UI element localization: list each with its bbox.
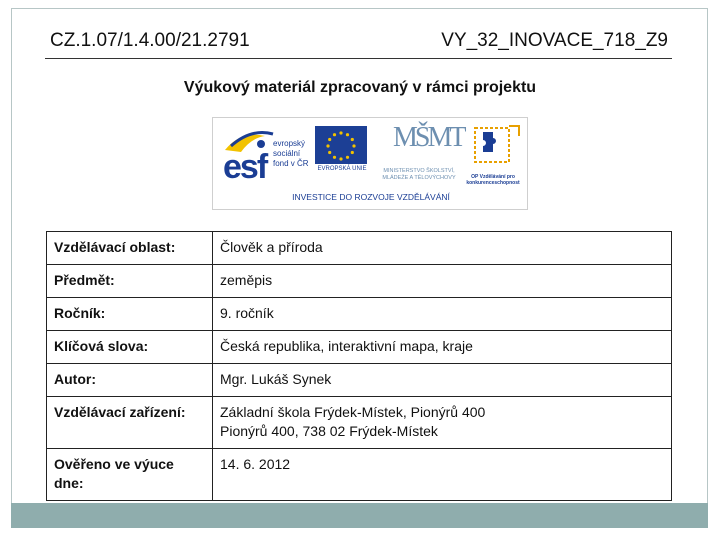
header-divider [45,58,672,59]
esf-caption: evropský sociální fond v ČR [273,139,309,168]
eu-logo [315,126,367,184]
row-label: Ročník: [47,298,213,331]
project-info-table [46,231,672,501]
msmt-letters: MŠMT [393,122,464,153]
op-puzzle-icon [461,122,525,172]
row-label: Vzdělávací oblast: [47,232,213,265]
logo-banner [212,117,528,210]
row-label: Vzdělávací zařízení: [47,397,213,449]
table-row [47,331,672,364]
row-value: Česká republika, interaktivní mapa, kraje [213,331,672,364]
op-logo [461,122,525,188]
table-row [47,265,672,298]
table-row [47,364,672,397]
row-label: Autor: [47,364,213,397]
row-value-line: Pionýrů 400, 738 02 Frýdek-Místek [220,423,438,439]
invest-caption: INVESTICE DO ROZVOJE VZDĚLÁVÁNÍ [292,192,450,202]
op-caption: OP Vzdělávání pro konkurenceschopnost [466,174,520,186]
row-label: Ověřeno ve výuce dne: [47,449,213,501]
material-code: VY_32_INOVACE_718_Z9 [441,30,668,51]
row-label: Klíčová slova: [47,331,213,364]
table-row [47,298,672,331]
row-value: Člověk a příroda [213,232,672,265]
eu-caption: EVROPSKÁ UNIE [317,166,367,172]
esf-logo [221,126,311,184]
project-subtitle: Výukový materiál zpracovaný v rámci projektu [183,79,537,96]
row-label: Předmět: [47,265,213,298]
row-value-line: Základní škola Frýdek-Místek, Pionýrů 400 [220,404,486,420]
project-code: CZ.1.07/1.4.00/21.2791 [50,30,250,51]
row-value [213,397,672,449]
msmt-caption: MINISTERSTVO ŠKOLSTVÍ, MLÁDEŽE A TĚLOVÝCHOVY [382,168,456,181]
row-value: 14. 6. 2012 [213,449,672,501]
row-value: Mgr. Lukáš Synek [213,364,672,397]
msmt-logo [373,122,464,184]
eu-flag-icon [315,126,367,164]
row-value: zeměpis [213,265,672,298]
table-row [47,232,672,265]
bottom-bar [11,503,708,528]
table-row [47,449,672,501]
table-row [47,397,672,449]
esf-letters: esf [223,148,267,186]
row-value: 9. ročník [213,298,672,331]
